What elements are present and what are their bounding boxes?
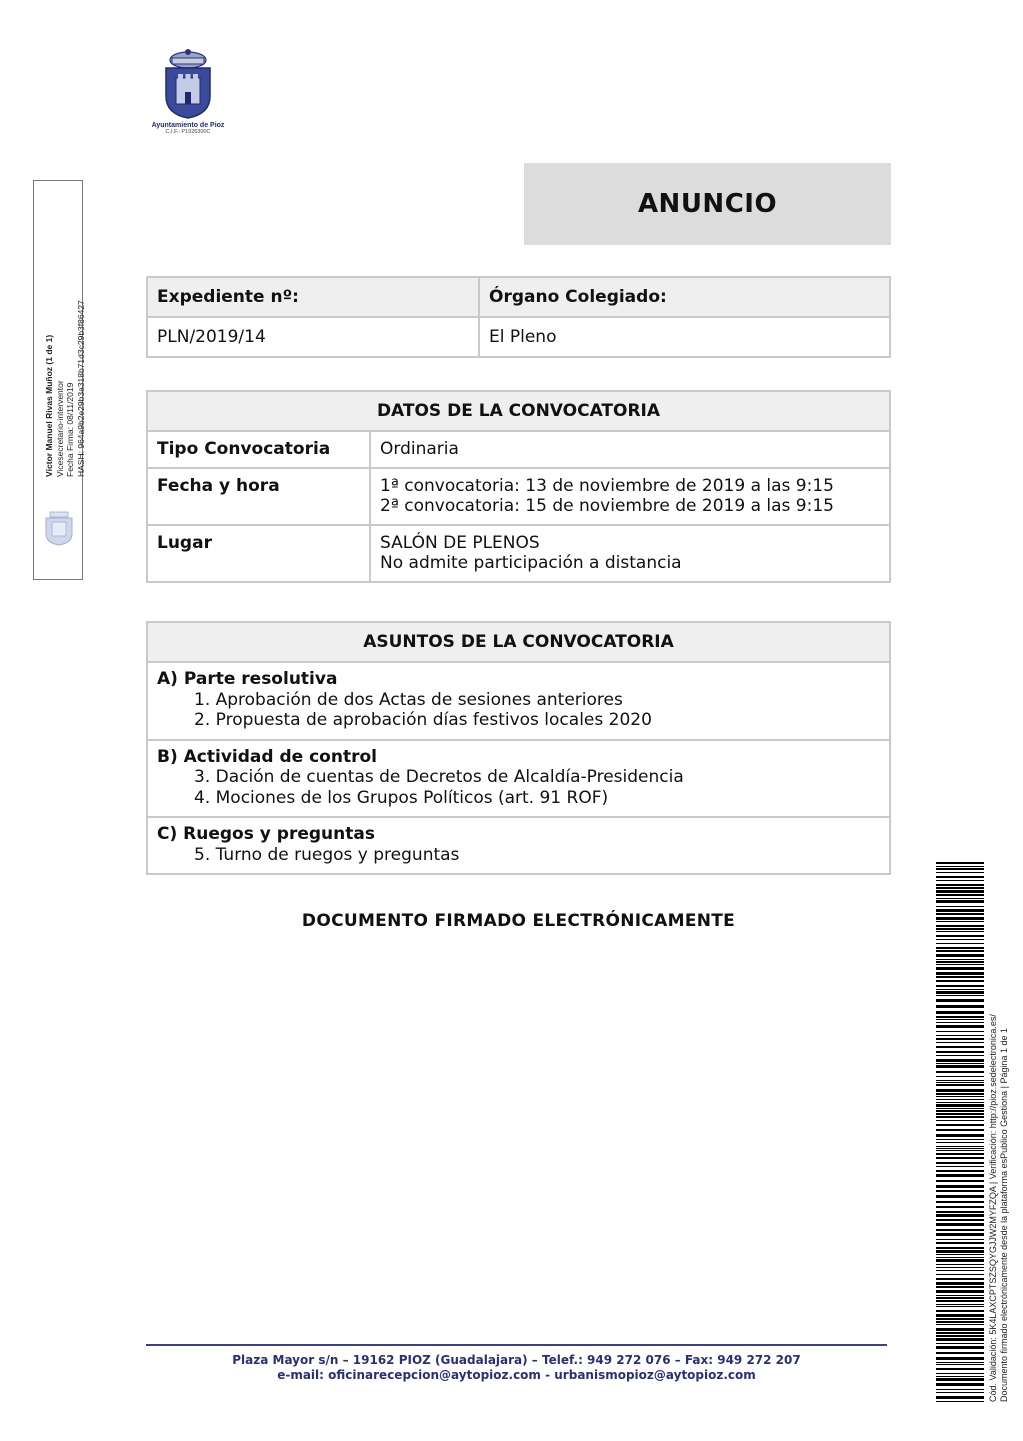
row-value-line: 2ª convocatoria: 15 de noviembre de 2019 a las 9:15 xyxy=(380,496,834,516)
barcode-bar xyxy=(936,1134,984,1137)
table-row xyxy=(147,525,890,582)
convocatoria-title: DATOS DE LA CONVOCATORIA xyxy=(147,391,890,431)
barcode-bar xyxy=(936,1055,984,1056)
barcode-bar xyxy=(936,884,984,886)
barcode-bar xyxy=(936,961,984,963)
barcode-bar xyxy=(936,909,984,912)
document-title: ANUNCIO xyxy=(524,163,891,245)
barcode-bar xyxy=(936,1310,984,1312)
expediente-label: Expediente nº: xyxy=(147,277,479,317)
expediente-value: PLN/2019/14 xyxy=(147,317,479,357)
row-value-line: SALÓN DE PLENOS xyxy=(380,533,540,553)
barcode-bar xyxy=(936,1211,984,1213)
barcode-bar xyxy=(936,995,984,996)
list-item: 1. Aprobación de dos Actas de sesiones anteriores xyxy=(194,689,623,710)
barcode-bar xyxy=(936,1099,984,1100)
barcode-bar xyxy=(936,1332,984,1334)
signed-notice: DOCUMENTO FIRMADO ELECTRÓNICAMENTE xyxy=(301,911,736,931)
barcode-bar xyxy=(936,991,984,994)
barcode-bar xyxy=(936,1157,984,1159)
barcode-bar xyxy=(936,1042,984,1043)
table-row xyxy=(147,468,890,525)
barcode-bar xyxy=(936,1016,984,1018)
barcode-bar xyxy=(936,1142,984,1143)
barcode-bar xyxy=(936,1084,984,1086)
signature-date: Fecha Firma: 08/11/2019 xyxy=(65,382,75,477)
barcode-bar xyxy=(936,1282,984,1285)
signer-name: Víctor Manuel Rivas Muñoz (1 de 1) xyxy=(44,334,54,477)
barcode-bar xyxy=(936,1304,984,1305)
barcode-bar xyxy=(936,1046,984,1048)
barcode-bar xyxy=(936,890,984,893)
barcode-bar xyxy=(936,1035,984,1036)
list-item: 2. Propuesta de aprobación días festivos locales 2020 xyxy=(194,710,652,730)
barcode-bar xyxy=(936,1314,984,1317)
barcode-bar xyxy=(936,967,984,970)
barcode-bar xyxy=(936,1201,984,1203)
barcode-bar xyxy=(936,1290,984,1293)
list-item: 3. Dación de cuentas de Decretos de Alcaldía-Presidencia xyxy=(194,767,684,787)
barcode-bar xyxy=(936,1223,984,1226)
barcode-bar xyxy=(936,947,984,949)
validation-platform: Documento firmado electrónicamente desde la plataforma esPublico Gestiona | Página 1 de 1 xyxy=(999,1027,1009,1402)
expediente-table xyxy=(146,276,891,358)
row-value xyxy=(370,468,890,525)
barcode-bar xyxy=(936,1108,984,1109)
barcode-bar xyxy=(936,876,984,878)
barcode-bar xyxy=(936,1146,984,1147)
organo-label: Órgano Colegiado: xyxy=(479,277,890,317)
barcode-bar xyxy=(936,964,984,965)
asuntos-section xyxy=(147,662,890,740)
row-value xyxy=(370,525,890,582)
barcode-bar xyxy=(936,1267,984,1268)
barcode-bar xyxy=(936,1229,984,1231)
barcode-bar xyxy=(936,943,984,944)
barcode-bar xyxy=(936,954,984,957)
barcode-bar xyxy=(936,1364,984,1365)
barcode-bar xyxy=(936,1257,984,1258)
barcode-bar xyxy=(936,1297,984,1299)
barcode-bar xyxy=(936,1274,984,1275)
barcode-bar xyxy=(936,1214,984,1217)
barcode-bar xyxy=(936,928,984,930)
barcode-bar xyxy=(936,1051,984,1053)
asuntos-section xyxy=(147,817,890,874)
validation-text xyxy=(988,862,1010,1402)
barcode-bar xyxy=(936,1011,984,1014)
barcode-bar xyxy=(936,1059,984,1062)
barcode-bar xyxy=(936,1153,984,1155)
barcode-bar xyxy=(936,1376,984,1377)
barcode-bar xyxy=(936,1170,984,1172)
barcode-bar xyxy=(936,872,984,873)
logo-name: Ayuntamiento de Pioz xyxy=(151,122,225,129)
signature-hash: HASH: 964a9b2e29b3a318b71d3c29b3f86427 xyxy=(75,300,86,477)
barcode-bar xyxy=(936,1335,984,1337)
section-heading: A) Parte resolutiva xyxy=(157,669,338,689)
row-key: Fecha y hora xyxy=(147,468,370,525)
barcode-bar xyxy=(936,1318,984,1320)
barcode-bar xyxy=(936,1096,984,1097)
barcode-bar xyxy=(936,1150,984,1151)
barcode-bar xyxy=(936,1343,984,1344)
barcode-bar xyxy=(936,913,984,915)
barcode-bar xyxy=(936,950,984,952)
barcode-bar xyxy=(936,1352,984,1354)
barcode-bar xyxy=(936,1247,984,1249)
footer-address: Plaza Mayor s/n – 19162 PIOZ (Guadalajara) – Telef.: 949 272 076 – Fax: 949 272 207 xyxy=(232,1353,801,1367)
barcode-bar xyxy=(936,1392,984,1393)
barcode-bar xyxy=(936,1139,984,1140)
barcode-bar xyxy=(936,1180,984,1182)
barcode-bar xyxy=(936,1025,984,1028)
barcode-bar xyxy=(936,866,984,867)
barcode-bar xyxy=(936,1328,984,1331)
barcode-bar xyxy=(936,1113,984,1115)
barcode-bar xyxy=(936,1373,984,1374)
barcode-bar xyxy=(936,1295,984,1296)
barcode-bar xyxy=(936,1270,984,1271)
barcode-bar xyxy=(936,1206,984,1208)
barcode-bar xyxy=(936,1065,984,1068)
barcode-bar xyxy=(936,976,984,978)
barcode-bar xyxy=(936,1129,984,1131)
barcode-bar xyxy=(936,1093,984,1095)
barcode-bar xyxy=(936,1005,984,1008)
asuntos-title: ASUNTOS DE LA CONVOCATORIA xyxy=(147,622,890,662)
barcode-bar xyxy=(936,1324,984,1325)
barcode-bar xyxy=(936,1076,984,1077)
barcode-bar xyxy=(936,1038,984,1040)
barcode-bar xyxy=(936,1031,984,1032)
list-item: 4. Mociones de los Grupos Políticos (art. 91 ROF) xyxy=(194,787,609,808)
barcode-bar xyxy=(936,1389,984,1390)
convocatoria-table xyxy=(146,390,891,583)
signer-role: Vicesecretario-interventor xyxy=(54,380,65,477)
barcode-bar xyxy=(936,1019,984,1020)
row-value-line: No admite participación a distancia xyxy=(380,553,682,573)
footer-divider xyxy=(146,1344,887,1346)
coat-of-arms-watermark-icon xyxy=(42,510,76,546)
row-value-line: Ordinaria xyxy=(380,439,459,459)
footer xyxy=(146,1353,887,1383)
barcode-bar xyxy=(936,1357,984,1360)
barcode-bar xyxy=(936,1338,984,1341)
barcode-bar xyxy=(936,1286,984,1288)
asuntos-table xyxy=(146,621,891,875)
barcode-bar xyxy=(936,868,984,870)
barcode-bar xyxy=(936,1219,984,1221)
barcode-bar xyxy=(936,1239,984,1240)
table-row xyxy=(147,431,890,468)
barcode-bar xyxy=(936,900,984,903)
list-item: 5. Turno de ruegos y preguntas xyxy=(194,844,460,865)
barcode-bar xyxy=(936,959,984,960)
barcode-bar xyxy=(936,1124,984,1126)
barcode-bar xyxy=(936,1278,984,1280)
barcode-bar xyxy=(936,1166,984,1167)
barcode-bar xyxy=(936,1080,984,1081)
barcode-bar xyxy=(936,1264,984,1265)
barcode-bar xyxy=(936,1259,984,1262)
barcode-bar xyxy=(936,1383,984,1386)
logo-cif: C.I.F.: P1926300C xyxy=(165,129,211,135)
barcode-bar xyxy=(936,935,984,937)
barcode-bar xyxy=(936,1071,984,1073)
barcode-bar xyxy=(936,1082,984,1083)
barcode-bar xyxy=(936,917,984,920)
barcode-bar xyxy=(936,985,984,987)
barcode-icon xyxy=(936,862,984,1402)
barcode-bar xyxy=(936,939,984,940)
barcode-bar xyxy=(936,1306,984,1307)
barcode-bar xyxy=(936,1401,984,1402)
barcode-bar xyxy=(936,1162,984,1164)
barcode-bar xyxy=(936,1089,984,1092)
barcode-bar xyxy=(936,1116,984,1118)
row-value-line: 1ª convocatoria: 13 de noviembre de 2019 a las 9:15 xyxy=(380,476,834,496)
barcode-bar xyxy=(936,1346,984,1349)
barcode-bar xyxy=(936,1362,984,1363)
barcode-bar xyxy=(936,980,984,982)
barcode-bar xyxy=(936,1233,984,1236)
barcode-bar xyxy=(936,1110,984,1112)
barcode-bar xyxy=(936,921,984,922)
barcode-bar xyxy=(936,1120,984,1121)
asuntos-section xyxy=(147,740,890,818)
barcode-bar xyxy=(936,1242,984,1244)
municipality-logo xyxy=(140,48,236,148)
barcode-bar xyxy=(936,894,984,896)
table-row xyxy=(147,662,890,740)
barcode-bar xyxy=(936,1396,984,1399)
barcode-bar xyxy=(936,1104,984,1107)
barcode-bar xyxy=(936,862,984,864)
barcode-bar xyxy=(936,1321,984,1323)
barcode-bar xyxy=(936,1368,984,1370)
barcode-bar xyxy=(936,1063,984,1064)
table-row xyxy=(147,817,890,874)
section-heading: B) Actividad de control xyxy=(157,746,377,767)
barcode-bar xyxy=(936,1250,984,1253)
coat-of-arms-icon xyxy=(156,48,220,120)
barcode-bar xyxy=(936,999,984,1002)
table-row xyxy=(147,740,890,818)
validation-code: Cód. Validación: 5K4LAXCPTSZSQYGJJW2MYFZQA | Verificación: http://pioz.sedelectronica.es/ xyxy=(988,1014,998,1402)
signature-text xyxy=(44,257,86,477)
section-heading: C) Ruegos y preguntas xyxy=(157,824,375,844)
barcode-bar xyxy=(936,1148,984,1149)
barcode-bar xyxy=(936,989,984,990)
barcode-bar xyxy=(936,887,984,889)
barcode-bar xyxy=(936,906,984,907)
row-key: Lugar xyxy=(147,525,370,582)
barcode-bar xyxy=(936,1300,984,1302)
barcode-bar xyxy=(936,1174,984,1177)
footer-email: e-mail: oficinarecepcion@aytopioz.com - urbanismopioz@aytopioz.com xyxy=(277,1368,756,1382)
barcode-bar xyxy=(936,880,984,881)
barcode-bar xyxy=(936,1185,984,1188)
organo-value: El Pleno xyxy=(479,317,890,357)
barcode-bar xyxy=(936,972,984,975)
barcode-bar xyxy=(936,898,984,899)
barcode-bar xyxy=(936,925,984,927)
barcode-bar xyxy=(936,1022,984,1023)
barcode-bar xyxy=(936,931,984,932)
row-key: Tipo Convocatoria xyxy=(147,431,370,468)
row-value xyxy=(370,431,890,468)
barcode-bar xyxy=(936,1102,984,1103)
barcode-bar xyxy=(936,1195,984,1198)
barcode-bar xyxy=(936,1254,984,1255)
barcode-bar xyxy=(936,1190,984,1192)
barcode-bar xyxy=(936,1378,984,1381)
